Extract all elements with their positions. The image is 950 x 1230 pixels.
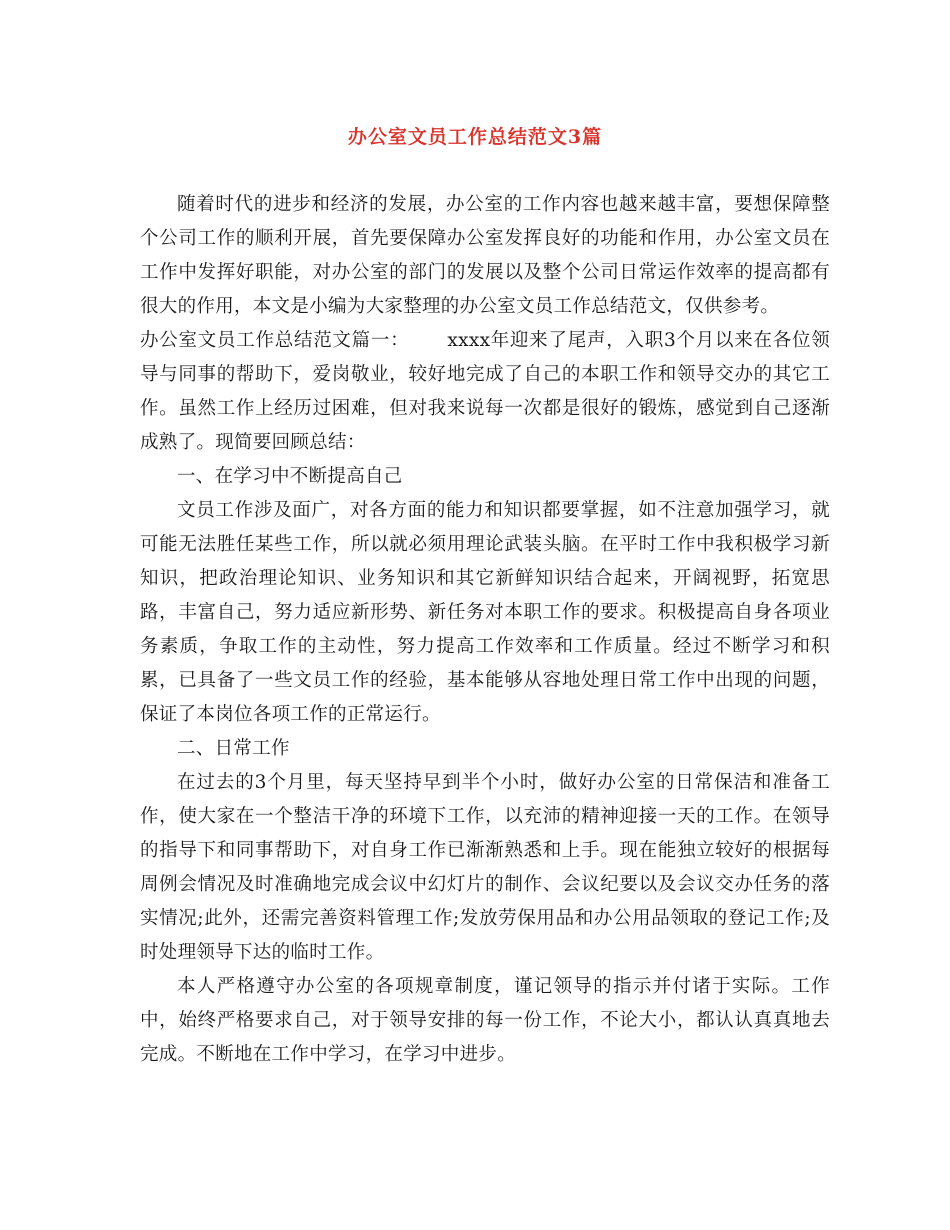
document-body xyxy=(140,188,830,1072)
section1-paragraph: 文员工作涉及面广，对各方面的能力和知识都要掌握，如不注意加强学习，就可能无法胜任某些工作，所以就必须用理论武装头脑。在平时工作中我积极学习新知识，把政治理论知识、业务知识和其它新鲜知识结合起来，开阔视野，拓宽思路，丰富自己，努力适应新形势、新任务对本职工作的要求。积极提高自身各项业务素质，争取工作的主动性，努力提高工作效率和工作质量。经过不断学习和积累，已具备了一些文员工作的经验，基本能够从容地处理日常工作中出现的问题，保证了本岗位各项工作的正常运行。 xyxy=(140,500,830,725)
section2-paragraph-2: 本人严格遵守办公室的各项规章制度，谨记领导的指示并付诸于实际。工作中，始终严格要求自己，对于领导安排的每一份工作，不论大小，都认认真真地去完成。不断地在工作中学习，在学习中进步。 xyxy=(140,976,830,1065)
section2-paragraph: 在过去的3个月里，每天坚持早到半个小时，做好办公室的日常保洁和准备工作，使大家在一个整洁干净的环境下工作，以充沛的精神迎接一天的工作。在领导的指导下和同事帮助下，对自身工作已渐渐熟悉和上手。现在能独立较好的根据每周例会情况及时准确地完成会议中幻灯片的制作、会议纪要以及会议交办任务的落实情况;此外，还需完善资料管理工作;发放劳保用品和办公用品领取的登记工作;及时处理领导下达的临时工作。 xyxy=(140,772,830,963)
section1-heading: 一、在学习中不断提高自己 xyxy=(177,466,403,487)
article1-label: 办公室文员工作总结范文篇一： xyxy=(140,330,410,351)
intro-paragraph: 随着时代的进步和经济的发展，办公室的工作内容也越来越丰富，要想保障整个公司工作的顺利开展，首先要保障办公室发挥良好的功能和作用，办公室文员在工作中发挥好职能，对办公室的部门的发展以及整个公司日常运作效率的提高都有很大的作用，本文是小编为大家整理的办公室文员工作总结范文，仅供参考。 xyxy=(140,194,830,317)
section2-heading: 二、日常工作 xyxy=(177,738,290,759)
article1-opening: xxxx年迎来了尾声，入职3个月以来在各位领导与同事的帮助下，爱岗敬业，较好地完成了自己的本职工作和领导交办的其它工作。虽然工作上经历过困难，但对我来说每一次都是很好的锻炼，感觉到自己逐渐成熟了。现简要回顾总结： xyxy=(140,330,831,453)
document-title: 办公室文员工作总结范文3篇 xyxy=(347,126,603,148)
article1-paragraph xyxy=(140,324,830,460)
